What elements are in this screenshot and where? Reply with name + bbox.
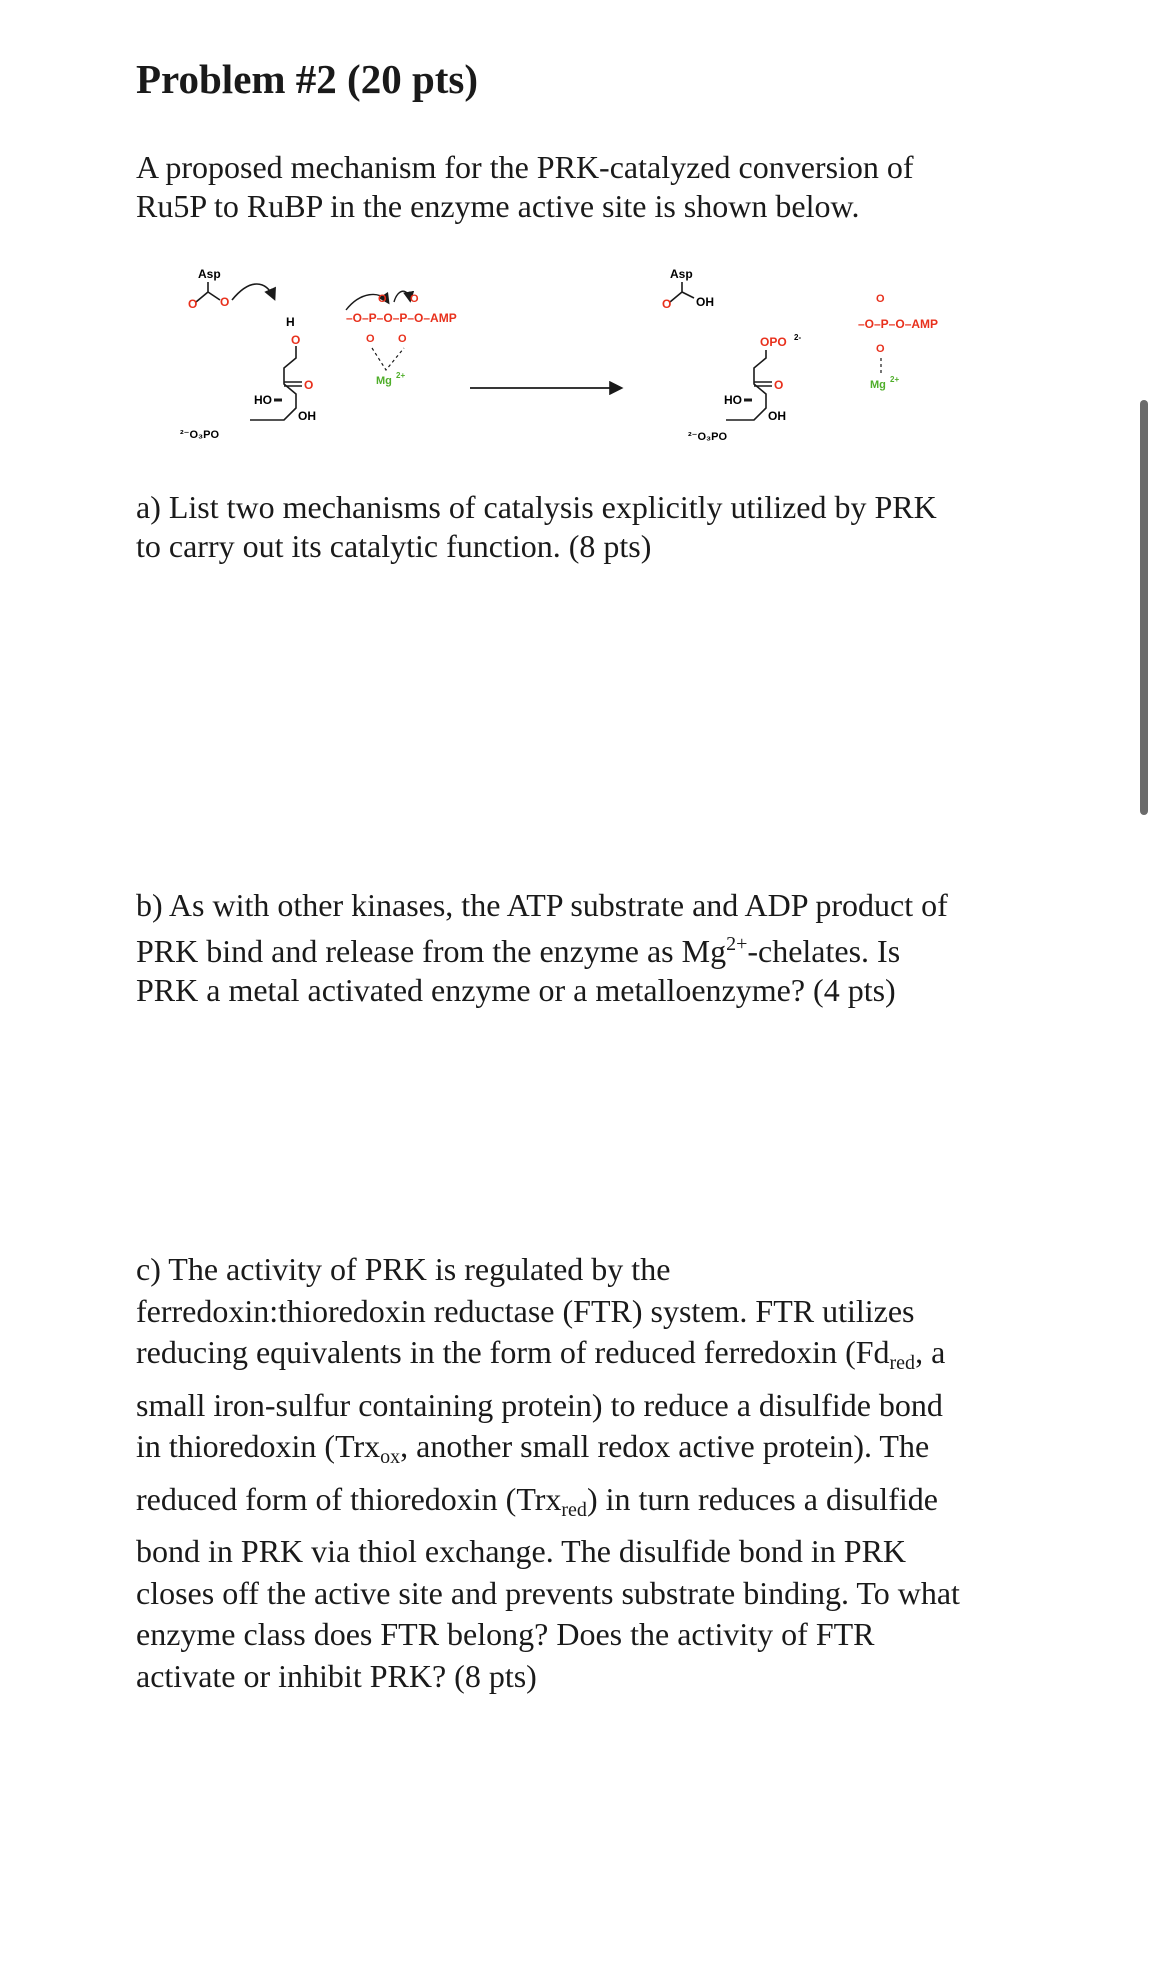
opo3-charge: 2- [794, 333, 802, 342]
question-a-line-1: a) List two mechanisms of catalysis explicitly utilized by PRK [136, 489, 937, 525]
ru5p-structure [180, 315, 316, 441]
question-b-line-1: b) As with other kinases, the ATP substrate and ADP product of [136, 887, 948, 923]
atp-o-bottom-2: O [398, 333, 407, 345]
ketone-o-right: O [774, 378, 784, 392]
asp-left [188, 267, 229, 311]
mg-right-charge: 2+ [890, 375, 900, 384]
question-c-line-1: c) The activity of PRK is regulated by the [136, 1251, 671, 1287]
question-c-line-9: enzyme class does FTR belong? Does the activity of FTR [136, 1616, 875, 1652]
mg-right: Mg [870, 379, 886, 391]
asp-left-o1: O [188, 297, 198, 311]
question-b-line-2b: -chelates. Is [747, 933, 901, 969]
mg-superscript: 2+ [726, 933, 748, 955]
asp-right [662, 267, 714, 311]
asp-left-label: Asp [198, 267, 221, 281]
trx-red-subscript: red [561, 1498, 587, 1521]
ho-label-left: HO [254, 393, 272, 407]
question-b-line-2a: PRK bind and release from the enzyme as Mg [136, 933, 727, 969]
opo3-label: OPO [760, 335, 787, 349]
asp-left-o2: O [220, 295, 230, 309]
oh-label-right: OH [768, 409, 786, 423]
question-a [136, 488, 1036, 566]
question-a-line-2: to carry out its catalytic function. (8 pts) [136, 528, 652, 564]
question-c-line-5b: , another small redox active protein). The [400, 1428, 930, 1464]
asp-right-label: Asp [670, 267, 693, 281]
question-c-line-4: small iron-sulfur containing protein) to reduce a disulfide bond [136, 1386, 943, 1423]
trx-ox-subscript: ox [380, 1446, 401, 1468]
question-c-line-6b: ) in turn reduces a disulfide [586, 1480, 938, 1517]
asp-right-oh: OH [696, 295, 714, 309]
question-b [136, 886, 1036, 1010]
problem-title: Problem #2 (20 pts) [136, 56, 479, 102]
adp-mg-complex [858, 293, 938, 391]
adp-chain: –O–P–O–AMP [858, 317, 939, 331]
mg-left-charge: 2+ [396, 371, 406, 380]
rubp-structure [688, 333, 801, 443]
asp-right-o: O [662, 297, 672, 311]
atp-o-bottom-1: O [366, 333, 375, 345]
vertical-scrollbar[interactable] [1140, 400, 1148, 815]
question-c-line-3a: reducing equivalents in the form of reduced ferredoxin (Fd [136, 1334, 890, 1370]
question-c-line-8: closes off the active site and prevents substrate binding. To what [136, 1574, 960, 1611]
intro-line-1: A proposed mechanism for the PRK-catalyzed conversion of [136, 149, 914, 185]
oh-label-left: OH [298, 409, 316, 423]
reaction-scheme [170, 258, 990, 458]
phosphate-right: ²⁻O₃PO [688, 431, 728, 443]
question-c-line-3b: , a [915, 1334, 946, 1370]
question-c-line-2: ferredoxin:thioredoxin reductase (FTR) system. FTR utilizes [136, 1292, 915, 1329]
adp-o-bottom: O [876, 343, 885, 355]
ketone-o: O [304, 378, 314, 392]
ho-label-right: HO [724, 393, 742, 407]
question-c-line-6a: reduced form of thioredoxin (Trx [136, 1480, 562, 1517]
phosphate-left: ²⁻O₃PO [180, 429, 220, 441]
atp-o-top-1: O [378, 293, 387, 305]
intro-line-2: Ru5P to RuBP in the enzyme active site is shown below. [136, 188, 860, 224]
question-c-line-5a: in thioredoxin (Trx [136, 1428, 381, 1464]
question-c-line-7: bond in PRK via thiol exchange. The disulfide bond in PRK [136, 1533, 907, 1569]
question-c [136, 1249, 1036, 1697]
intro-paragraph [136, 148, 1036, 226]
atp-mg-complex [346, 291, 457, 387]
question-b-line-3: PRK a metal activated enzyme or a metalloenzyme? (4 pts) [136, 972, 896, 1008]
question-c-line-10: activate or inhibit PRK? (8 pts) [136, 1657, 537, 1694]
fd-subscript: red [889, 1352, 916, 1374]
hydroxyl-h: H [286, 315, 295, 329]
atp-o-top-2: O [410, 293, 419, 305]
curved-arrow-1 [232, 284, 274, 300]
atp-chain: –O–P–O–P–O–AMP [346, 311, 457, 325]
hydroxyl-o: O [291, 333, 301, 347]
adp-o-top: O [876, 293, 885, 305]
mg-left: Mg [376, 375, 392, 387]
